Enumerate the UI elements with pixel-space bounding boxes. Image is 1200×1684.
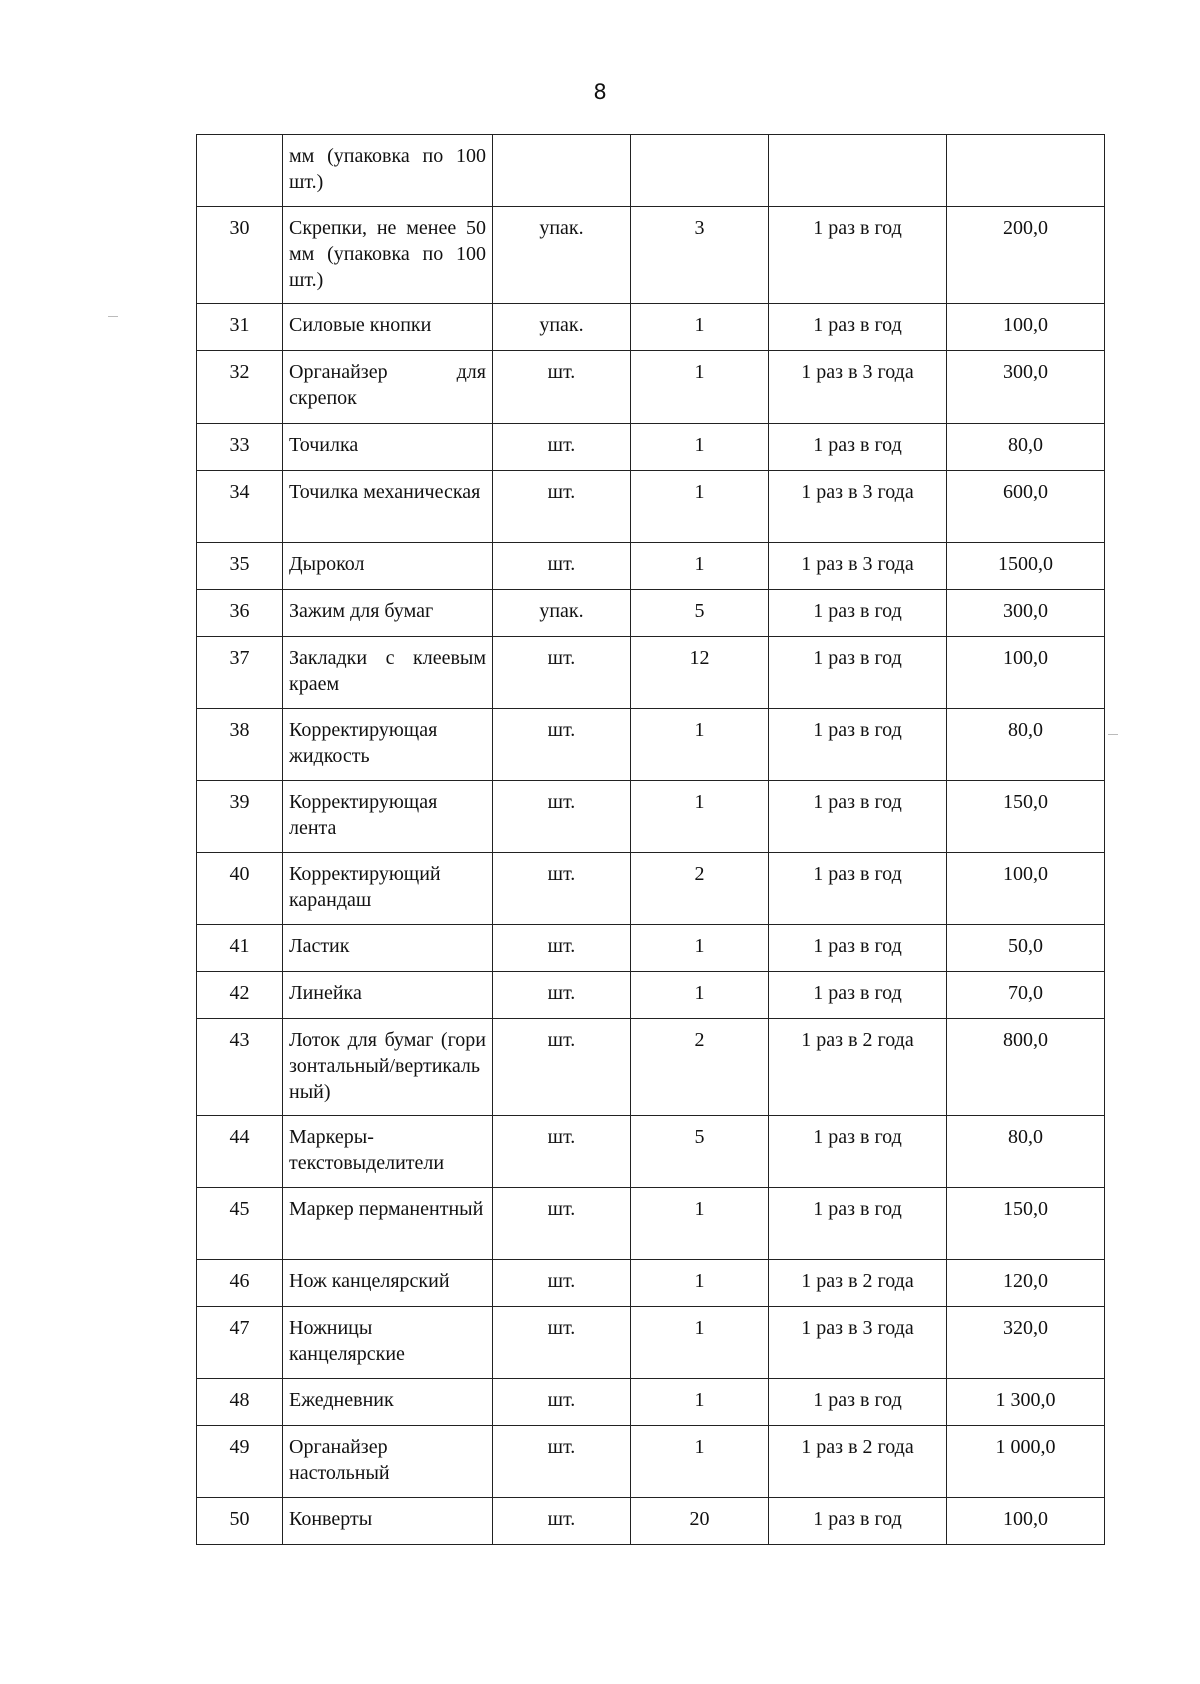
frequency: 1 раз в год	[769, 853, 947, 925]
item-name: Корректирующая жидкость	[283, 709, 493, 781]
row-number: 34	[197, 471, 283, 543]
table-body	[197, 135, 1105, 1545]
row-number: 40	[197, 853, 283, 925]
item-name: Линейка	[283, 972, 493, 1019]
unit: упак.	[493, 304, 631, 351]
frequency: 1 раз в год	[769, 1498, 947, 1545]
item-name: Ежедневник	[283, 1379, 493, 1426]
frequency: 1 раз в год	[769, 304, 947, 351]
price: 100,0	[947, 1498, 1105, 1545]
quantity: 1	[631, 304, 769, 351]
table-row	[197, 853, 1105, 925]
table-row	[197, 471, 1105, 543]
item-name: Дырокол	[283, 543, 493, 590]
table-row	[197, 925, 1105, 972]
unit: шт.	[493, 1260, 631, 1307]
table-row	[197, 1379, 1105, 1426]
unit: шт.	[493, 1307, 631, 1379]
frequency: 1 раз в 2 года	[769, 1426, 947, 1498]
quantity: 1	[631, 1426, 769, 1498]
row-number: 44	[197, 1116, 283, 1188]
row-number: 36	[197, 590, 283, 637]
unit: шт.	[493, 424, 631, 471]
quantity: 1	[631, 1307, 769, 1379]
frequency: 1 раз в год	[769, 1188, 947, 1260]
frequency: 1 раз в 2 года	[769, 1019, 947, 1116]
frequency: 1 раз в год	[769, 424, 947, 471]
row-number: 37	[197, 637, 283, 709]
frequency: 1 раз в год	[769, 709, 947, 781]
supplies-table	[196, 134, 1105, 1545]
frequency: 1 раз в 3 года	[769, 1307, 947, 1379]
quantity: 1	[631, 1260, 769, 1307]
table-row	[197, 424, 1105, 471]
quantity: 1	[631, 709, 769, 781]
price: 200,0	[947, 207, 1105, 304]
price: 150,0	[947, 781, 1105, 853]
quantity: 20	[631, 1498, 769, 1545]
price: 1500,0	[947, 543, 1105, 590]
row-number	[197, 135, 283, 207]
item-name: Ножницы канцелярские	[283, 1307, 493, 1379]
unit: шт.	[493, 853, 631, 925]
frequency: 1 раз в 3 года	[769, 543, 947, 590]
unit: шт.	[493, 1019, 631, 1116]
item-name: Точилка механическая	[283, 471, 493, 543]
row-number: 43	[197, 1019, 283, 1116]
unit: шт.	[493, 1426, 631, 1498]
table-row	[197, 1498, 1105, 1545]
price: 100,0	[947, 304, 1105, 351]
unit: шт.	[493, 972, 631, 1019]
price: 80,0	[947, 709, 1105, 781]
unit: упак.	[493, 207, 631, 304]
item-name: Корректирующая лента	[283, 781, 493, 853]
price: 80,0	[947, 424, 1105, 471]
unit: шт.	[493, 637, 631, 709]
price: 70,0	[947, 972, 1105, 1019]
item-name: Точилка	[283, 424, 493, 471]
row-number: 48	[197, 1379, 283, 1426]
unit: шт.	[493, 543, 631, 590]
row-number: 42	[197, 972, 283, 1019]
quantity: 1	[631, 925, 769, 972]
quantity: 1	[631, 351, 769, 424]
price: 300,0	[947, 351, 1105, 424]
quantity: 12	[631, 637, 769, 709]
quantity: 1	[631, 1188, 769, 1260]
table-row	[197, 1188, 1105, 1260]
unit: шт.	[493, 1498, 631, 1545]
frequency: 1 раз в год	[769, 781, 947, 853]
item-name: Маркеры-текстовыделители	[283, 1116, 493, 1188]
item-name: мм (упаковка по 100 шт.)	[283, 135, 493, 207]
frequency	[769, 135, 947, 207]
price: 100,0	[947, 853, 1105, 925]
table-row	[197, 709, 1105, 781]
price	[947, 135, 1105, 207]
item-name: Зажим для бумаг	[283, 590, 493, 637]
row-number: 30	[197, 207, 283, 304]
frequency: 1 раз в 3 года	[769, 471, 947, 543]
quantity: 5	[631, 1116, 769, 1188]
table-row	[197, 1426, 1105, 1498]
table-row	[197, 207, 1105, 304]
scan-mark-right	[1108, 734, 1118, 735]
item-name: Ластик	[283, 925, 493, 972]
table-row	[197, 1307, 1105, 1379]
table-row	[197, 351, 1105, 424]
frequency: 1 раз в 3 года	[769, 351, 947, 424]
unit: шт.	[493, 1116, 631, 1188]
quantity: 1	[631, 471, 769, 543]
unit: шт.	[493, 351, 631, 424]
unit: шт.	[493, 925, 631, 972]
quantity	[631, 135, 769, 207]
item-name: Маркер перманентный	[283, 1188, 493, 1260]
unit: шт.	[493, 781, 631, 853]
row-number: 49	[197, 1426, 283, 1498]
row-number: 46	[197, 1260, 283, 1307]
row-number: 50	[197, 1498, 283, 1545]
row-number: 31	[197, 304, 283, 351]
table-row	[197, 304, 1105, 351]
price: 600,0	[947, 471, 1105, 543]
price: 120,0	[947, 1260, 1105, 1307]
row-number: 45	[197, 1188, 283, 1260]
row-number: 32	[197, 351, 283, 424]
price: 1 300,0	[947, 1379, 1105, 1426]
table-row	[197, 637, 1105, 709]
item-name: Органайзер настольный	[283, 1426, 493, 1498]
item-name: Скрепки, не менее 50 мм (упаковка по 100 шт.)	[283, 207, 493, 304]
unit: шт.	[493, 1188, 631, 1260]
row-number: 41	[197, 925, 283, 972]
item-name: Конверты	[283, 1498, 493, 1545]
quantity: 1	[631, 972, 769, 1019]
price: 150,0	[947, 1188, 1105, 1260]
quantity: 1	[631, 424, 769, 471]
frequency: 1 раз в год	[769, 972, 947, 1019]
page-number: 8	[593, 80, 607, 104]
frequency: 1 раз в год	[769, 925, 947, 972]
frequency: 1 раз в 2 года	[769, 1260, 947, 1307]
row-number: 33	[197, 424, 283, 471]
unit: упак.	[493, 590, 631, 637]
row-number: 38	[197, 709, 283, 781]
unit: шт.	[493, 1379, 631, 1426]
item-name: Органайзер для скрепок	[283, 351, 493, 424]
price: 50,0	[947, 925, 1105, 972]
item-name: Силовые кнопки	[283, 304, 493, 351]
table-row	[197, 135, 1105, 207]
item-name: Лоток для бумаг (горизонтальный/вертикальный)	[283, 1019, 493, 1116]
frequency: 1 раз в год	[769, 637, 947, 709]
table-row	[197, 543, 1105, 590]
scan-mark-left	[108, 316, 118, 317]
price: 100,0	[947, 637, 1105, 709]
frequency: 1 раз в год	[769, 1116, 947, 1188]
row-number: 39	[197, 781, 283, 853]
unit: шт.	[493, 471, 631, 543]
quantity: 2	[631, 1019, 769, 1116]
item-name: Закладки с клеевым краем	[283, 637, 493, 709]
price: 300,0	[947, 590, 1105, 637]
item-name: Нож канцелярский	[283, 1260, 493, 1307]
row-number: 35	[197, 543, 283, 590]
item-name: Корректирующий карандаш	[283, 853, 493, 925]
price: 320,0	[947, 1307, 1105, 1379]
quantity: 1	[631, 543, 769, 590]
price: 80,0	[947, 1116, 1105, 1188]
table-row	[197, 972, 1105, 1019]
row-number: 47	[197, 1307, 283, 1379]
table-row	[197, 1019, 1105, 1116]
frequency: 1 раз в год	[769, 207, 947, 304]
frequency: 1 раз в год	[769, 1379, 947, 1426]
frequency: 1 раз в год	[769, 590, 947, 637]
unit	[493, 135, 631, 207]
table-row	[197, 781, 1105, 853]
quantity: 3	[631, 207, 769, 304]
table-row	[197, 590, 1105, 637]
table-row	[197, 1116, 1105, 1188]
unit: шт.	[493, 709, 631, 781]
price: 1 000,0	[947, 1426, 1105, 1498]
quantity: 1	[631, 1379, 769, 1426]
price: 800,0	[947, 1019, 1105, 1116]
quantity: 2	[631, 853, 769, 925]
quantity: 5	[631, 590, 769, 637]
quantity: 1	[631, 781, 769, 853]
table-row	[197, 1260, 1105, 1307]
